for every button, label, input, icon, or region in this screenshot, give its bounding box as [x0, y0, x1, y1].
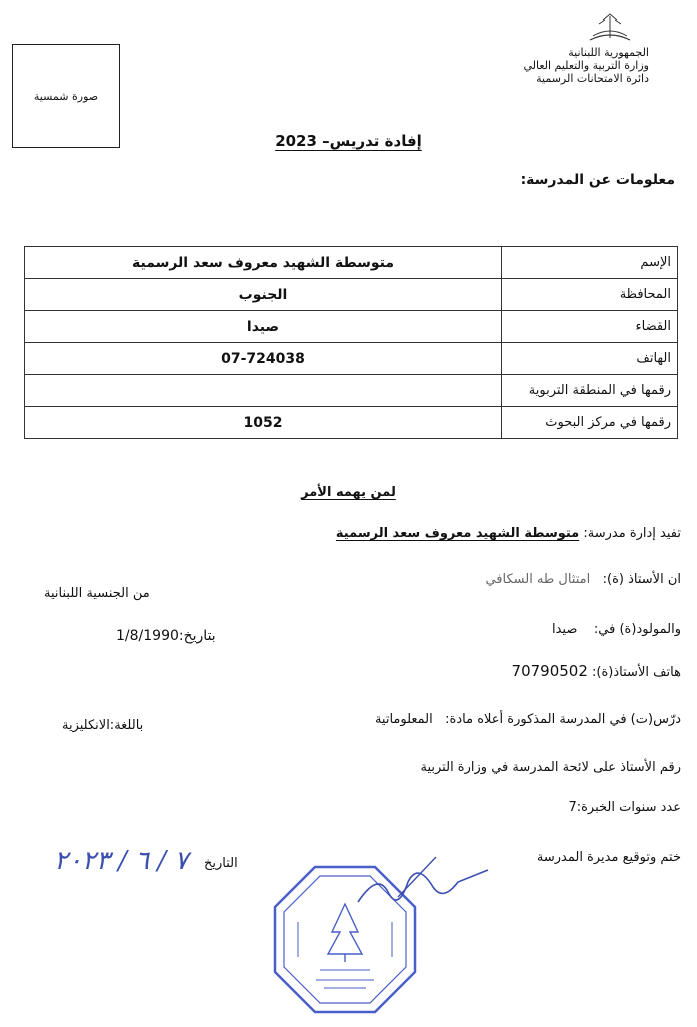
ministry-logo-icon: [585, 10, 635, 50]
teacher-name: امتثال طه السكافي: [485, 572, 591, 587]
nationality: من الجنسية اللبنانية: [44, 586, 150, 601]
intro-line: [336, 526, 681, 541]
handwritten-date: ٧ / ٦ / ٢٠٢٣: [54, 846, 189, 876]
phone-line: [512, 662, 681, 680]
phone-value: 70790502: [511, 662, 588, 680]
date-label: التاريخ: [204, 856, 238, 871]
row-value: الجنوب: [25, 279, 502, 311]
register-line: رقم الأستاذ على لائحة المدرسة في وزارة التربية: [420, 760, 681, 775]
row-value: [25, 375, 502, 407]
subject: المعلوماتية: [374, 712, 433, 727]
table-row: [25, 279, 678, 311]
signature-icon: [348, 852, 498, 912]
row-value: صيدا: [25, 311, 502, 343]
teacher-label: ان الأستاذ (ة):: [602, 572, 681, 587]
taught-line: [375, 712, 681, 727]
intro-label: تفيد إدارة مدرسة:: [583, 526, 681, 541]
document-title: إفادة تدريس– 2023: [275, 132, 422, 150]
born-line: [552, 622, 681, 637]
born-place: صيدا: [551, 622, 578, 637]
header-line-1: الجمهورية اللبنانية: [568, 46, 649, 59]
row-label: الهاتف: [502, 343, 678, 375]
intro-school-name: متوسطة الشهيد معروف سعد الرسمية: [335, 526, 580, 541]
language: باللغة:الانكليزية: [62, 718, 144, 733]
table-row: [25, 247, 678, 279]
row-label: رقمها في مركز البحوث: [502, 407, 678, 439]
table-row: [25, 407, 678, 439]
school-info-table: [24, 246, 678, 439]
table-row: [25, 343, 678, 375]
header-line-3: دائرة الامتحانات الرسمية: [536, 72, 649, 85]
row-label: رقمها في المنطقة التربوية: [502, 375, 678, 407]
header-line-2: وزارة التربية والتعليم العالي: [523, 59, 649, 72]
signature-label: ختم وتوقيع مديرة المدرسة: [536, 850, 681, 865]
row-label: القضاء: [502, 311, 678, 343]
taught-label: درّس(ت) في المدرسة المذكورة أعلاه مادة:: [445, 712, 681, 727]
row-label: المحافظة: [502, 279, 678, 311]
section-title: معلومات عن المدرسة:: [520, 172, 675, 188]
row-value: متوسطة الشهيد معروف سعد الرسمية: [25, 247, 502, 279]
row-value: 1052: [25, 407, 502, 439]
teacher-line: [485, 572, 681, 587]
experience-line: عدد سنوات الخبرة:7: [568, 800, 681, 815]
ministry-header: [523, 46, 649, 85]
row-value: 07-724038: [25, 343, 502, 375]
table-row: [25, 375, 678, 407]
photo-label: صورة شمسية: [33, 89, 99, 103]
birth-date: بتاريخ:1/8/1990: [116, 628, 216, 644]
born-label: والمولود(ة) في:: [593, 622, 681, 637]
to-whom-heading: لمن يهمه الأمر: [301, 485, 396, 500]
row-label: الإسم: [502, 247, 678, 279]
phone-label: هاتف الأستاذ(ة):: [592, 665, 681, 680]
table-row: [25, 311, 678, 343]
